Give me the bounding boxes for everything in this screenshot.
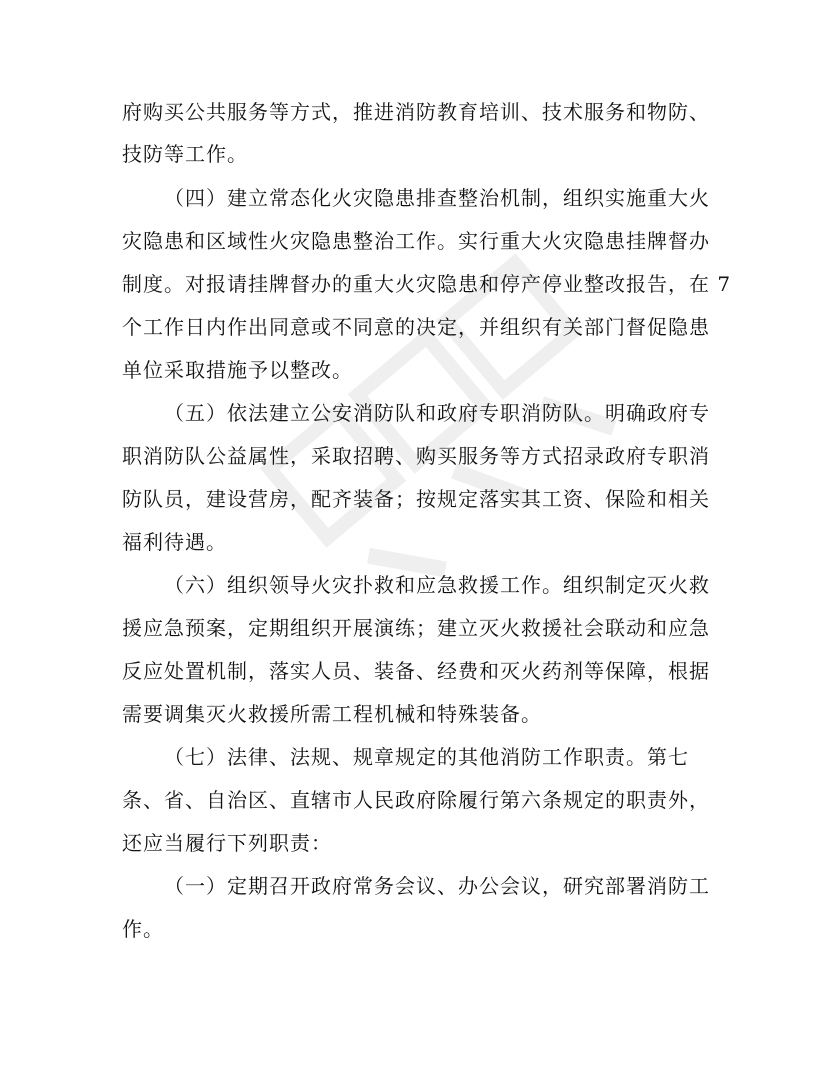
text-line: 还应当履行下列职责： (122, 831, 332, 855)
text-line: 技防等工作。 (122, 142, 248, 166)
paragraph-6-heading-line: （六）组织领导火灾扑救和应急救援工作。组织制定灭火救 (164, 573, 710, 597)
text-line: 作。 (122, 917, 164, 941)
text-line: 福利待遇。 (122, 530, 227, 554)
text-line: 援应急预案，定期组织开展演练；建立灭火救援社会联动和应急 (122, 616, 710, 640)
text-line: 个工作日内作出同意或不同意的决定，并组织有关部门督促隐患 (122, 315, 710, 339)
text-line: 制度。对报请挂牌督办的重大火灾隐患和停产停业整改报告，在 7 (122, 272, 732, 296)
text-line: 需要调集灭火救援所需工程机械和特殊装备。 (122, 702, 542, 726)
paragraph-1-heading-line: （一）定期召开政府常务会议、办公会议，研究部署消防工 (164, 874, 710, 898)
text-line: 灾隐患和区域性火灾隐患整治工作。实行重大火灾隐患挂牌督办 (122, 229, 710, 253)
paragraph-7-heading-line: （七）法律、法规、规章规定的其他消防工作职责。第七 (164, 745, 689, 769)
paragraph-5-heading-line: （五）依法建立公安消防队和政府专职消防队。明确政府专 (164, 401, 710, 425)
text-line: 防队员，建设营房，配齐装备；按规定落实其工资、保险和相关 (122, 487, 710, 511)
text-line: 府购买公共服务等方式，推进消防教育培训、技术服务和物防、 (122, 100, 710, 124)
paragraph-4-heading-line: （四）建立常态化火灾隐患排查整治机制，组织实施重大火 (164, 186, 710, 210)
text-line: 职消防队公益属性，采取招聘、购买服务等方式招录政府专职消 (122, 444, 710, 468)
text-line: 单位采取措施予以整改。 (122, 358, 353, 382)
text-line: 反应处置机制，落实人员、装备、经费和灭火药剂等保障，根据 (122, 659, 710, 683)
text-line: 条、省、自治区、直辖市人民政府除履行第六条规定的职责外， (122, 788, 710, 812)
